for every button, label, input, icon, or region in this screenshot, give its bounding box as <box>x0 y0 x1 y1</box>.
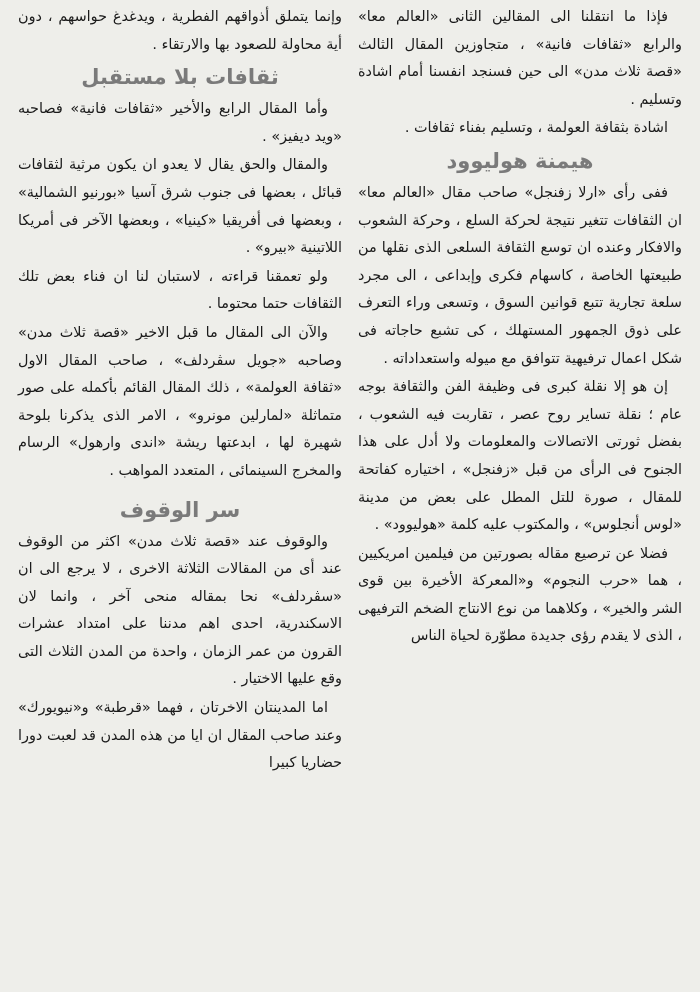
section-heading: ثقافات بلا مستقبل <box>81 65 279 90</box>
section-heading: هيمنة هوليوود <box>446 148 594 173</box>
paragraph: وإنما يتملق أذواقهم الفطرية ، ويدغدغ حواسهم ، دون أية محاولة للصعود بها والارتقاء . <box>18 9 342 53</box>
paragraph: والآن الى المقال ما قبل الاخير «قصة ثلاث مدن» وصاحبه «جويل سڤردلف» ، صاحب المقال الاول «ثقافة العولمة» ، ذلك المقال القائم بأكمله على صور متماثلة «لمارلين مونرو» ، الامر الذى يذكرنا بلوحة شهيرة لها ، ابدعتها ريشة «اندى وارهول» الرسام والمخرج السينمائى ، المتعدد المواهب . <box>18 324 342 479</box>
paragraph: فإذا ما انتقلنا الى المقالين الثانى «العالم معا» والرابع «ثقافات فانية» ، متجاوزين المقال الثالث «قصة ثلاث مدن» الى حين فسنجد انفسنا أمام اشادة وتسليم . <box>358 9 682 108</box>
paragraph: فضلا عن ترصيع مقاله بصورتين من فيلمين امريكيين ، هما «حرب النجوم» و«المعركة الأخيرة بين قوى الشر والخير» ، وكلاهما من نوع الانتاج الضخم الترفيهى ، الذى لا يقدم رؤى جديدة مطوّرة لحياة الناس <box>358 545 682 645</box>
paragraph: ولو تعمقنا قراءته ، لاستبان لنا ان فناء بعض تلك الثقافات حتما محتوما . <box>18 268 342 313</box>
right-column <box>358 4 682 651</box>
paragraph: ففى رأى «ارلا زفنجل» صاحب مقال «العالم معا» ان الثقافات تتغير نتيجة لحركة السلع ، وحركة الشعوب والافكار وعنده ان توسع الثقافة السلعى الذى نقلها من طبيعتها الخاصة ، كاسهام فكرى وإبداعى ، الى مجرد سلعة تجارية تتبع قوانين السوق ، وتسعى وراء التعرف على ذوق الجمهور المستهلك ، كى تشبع حاجاته فى شكل اعمال ترفيهية تتوافق مع ميوله واستعداداته . <box>358 184 682 367</box>
paragraph: اشادة بثقافة العولمة ، وتسليم بفناء ثقافات . <box>404 120 668 137</box>
section-heading: سر الوقوف <box>119 497 241 522</box>
paragraph: إن هو إلا نقلة كبرى فى وظيفة الفن والثقافة بوجه عام ؛ نقلة تساير روح عصر ، تقاربت فيه الشعوب ، بفضل ثورتى الاتصالات والمعلومات ولا أدل على هذا الجنوح فى الرأى من قبل «زفنجل» ، اختياره كفاتحة للمقال ، صورة للتل المطل على بعض من مدينة «لوس أنجلوس» ، والمكتوب عليه كلمة «هوليوود» . <box>358 379 682 534</box>
paragraph: والمقال والحق يقال لا يعدو ان يكون مرثية لثقافات قبائل ، بعضها فى جنوب شرق آسيا «بورنيو الشمالية» ، وبعضها فى أفريقيا «كينيا» ، وبعضها الآخر فى أمريكا اللاتينية «بيرو» . <box>18 157 342 257</box>
paragraph: وأما المقال الرابع والأخير «ثقافات فانية» فصاحبه «ويد ديفيز» . <box>18 101 342 145</box>
left-column <box>18 4 342 778</box>
paragraph: اما المدينتان الاخرتان ، فهما «قرطبة» و«نيويورك» وعند صاحب المقال ان ايا من هذه المدن قد لعبت دورا حضاريا كبيرا <box>18 700 342 772</box>
paragraph: والوقوف عند «قصة ثلاث مدن» اكثر من الوقوف عند أى من المقالات الثلاثة الاخرى ، لا يرجع الى ان «سڤردلف» نحا بمقاله منحى آخر ، وانما لان الاسكندرية، احدى اهم مدننا على امتداد عشرات القرون من عمر الزمان ، واحدة من المدن الثلاث التى وقع عليها الاختيار . <box>18 533 342 688</box>
